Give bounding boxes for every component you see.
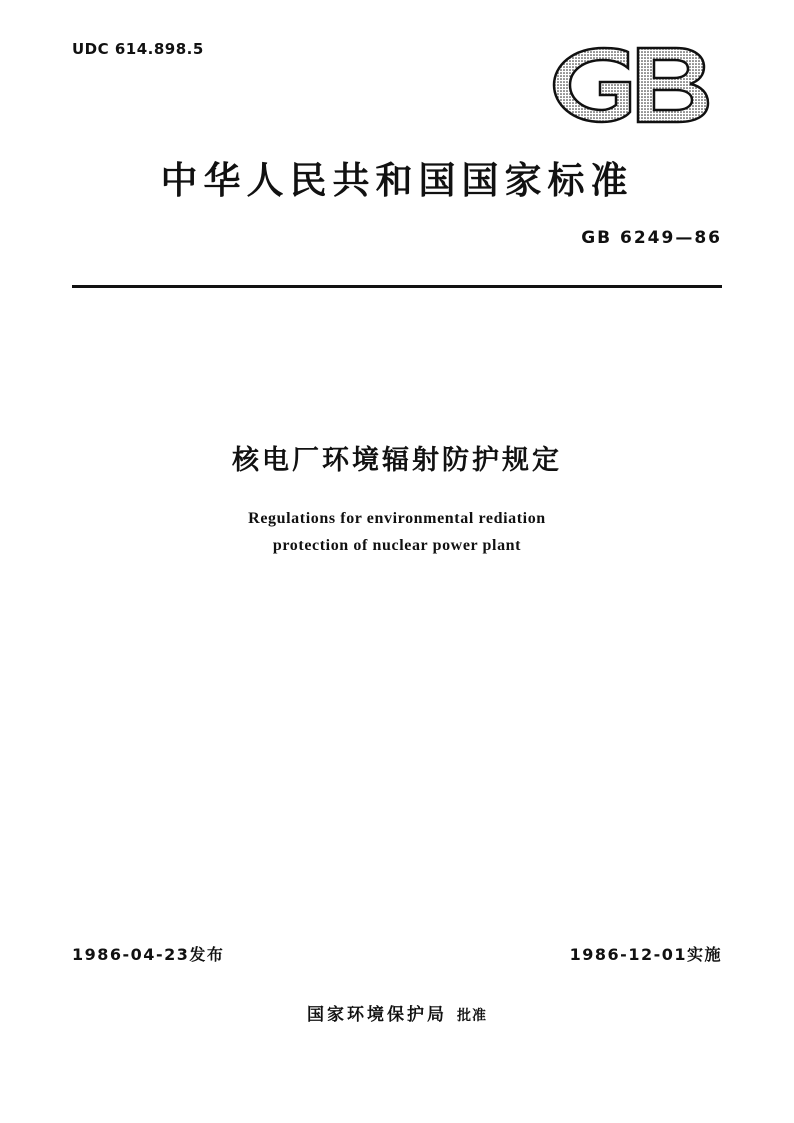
approval-label: 批准 [457, 1008, 487, 1024]
document-title-english-line1: Regulations for environmental rediation [248, 510, 546, 527]
gb-national-standard-logo [542, 42, 722, 128]
header-divider [72, 285, 722, 288]
effective-date: 1986-12-01实施 [569, 945, 722, 964]
issue-date: 1986-04-23发布 [72, 945, 225, 964]
issuing-authority-name: 国家环境保护局 [307, 1005, 447, 1025]
issuing-authority [0, 1000, 794, 1025]
standard-number: GB 6249—86 [581, 228, 722, 248]
udc-classification-number: UDC 614.898.5 [72, 40, 204, 58]
document-title-chinese: 核电厂环境辐射防护规定 [232, 445, 562, 476]
document-title-english-line2: protection of nuclear power plant [272, 537, 522, 554]
national-standard-title: 中华人民共和国国家标准 [160, 159, 634, 202]
document-title-english [0, 505, 794, 559]
